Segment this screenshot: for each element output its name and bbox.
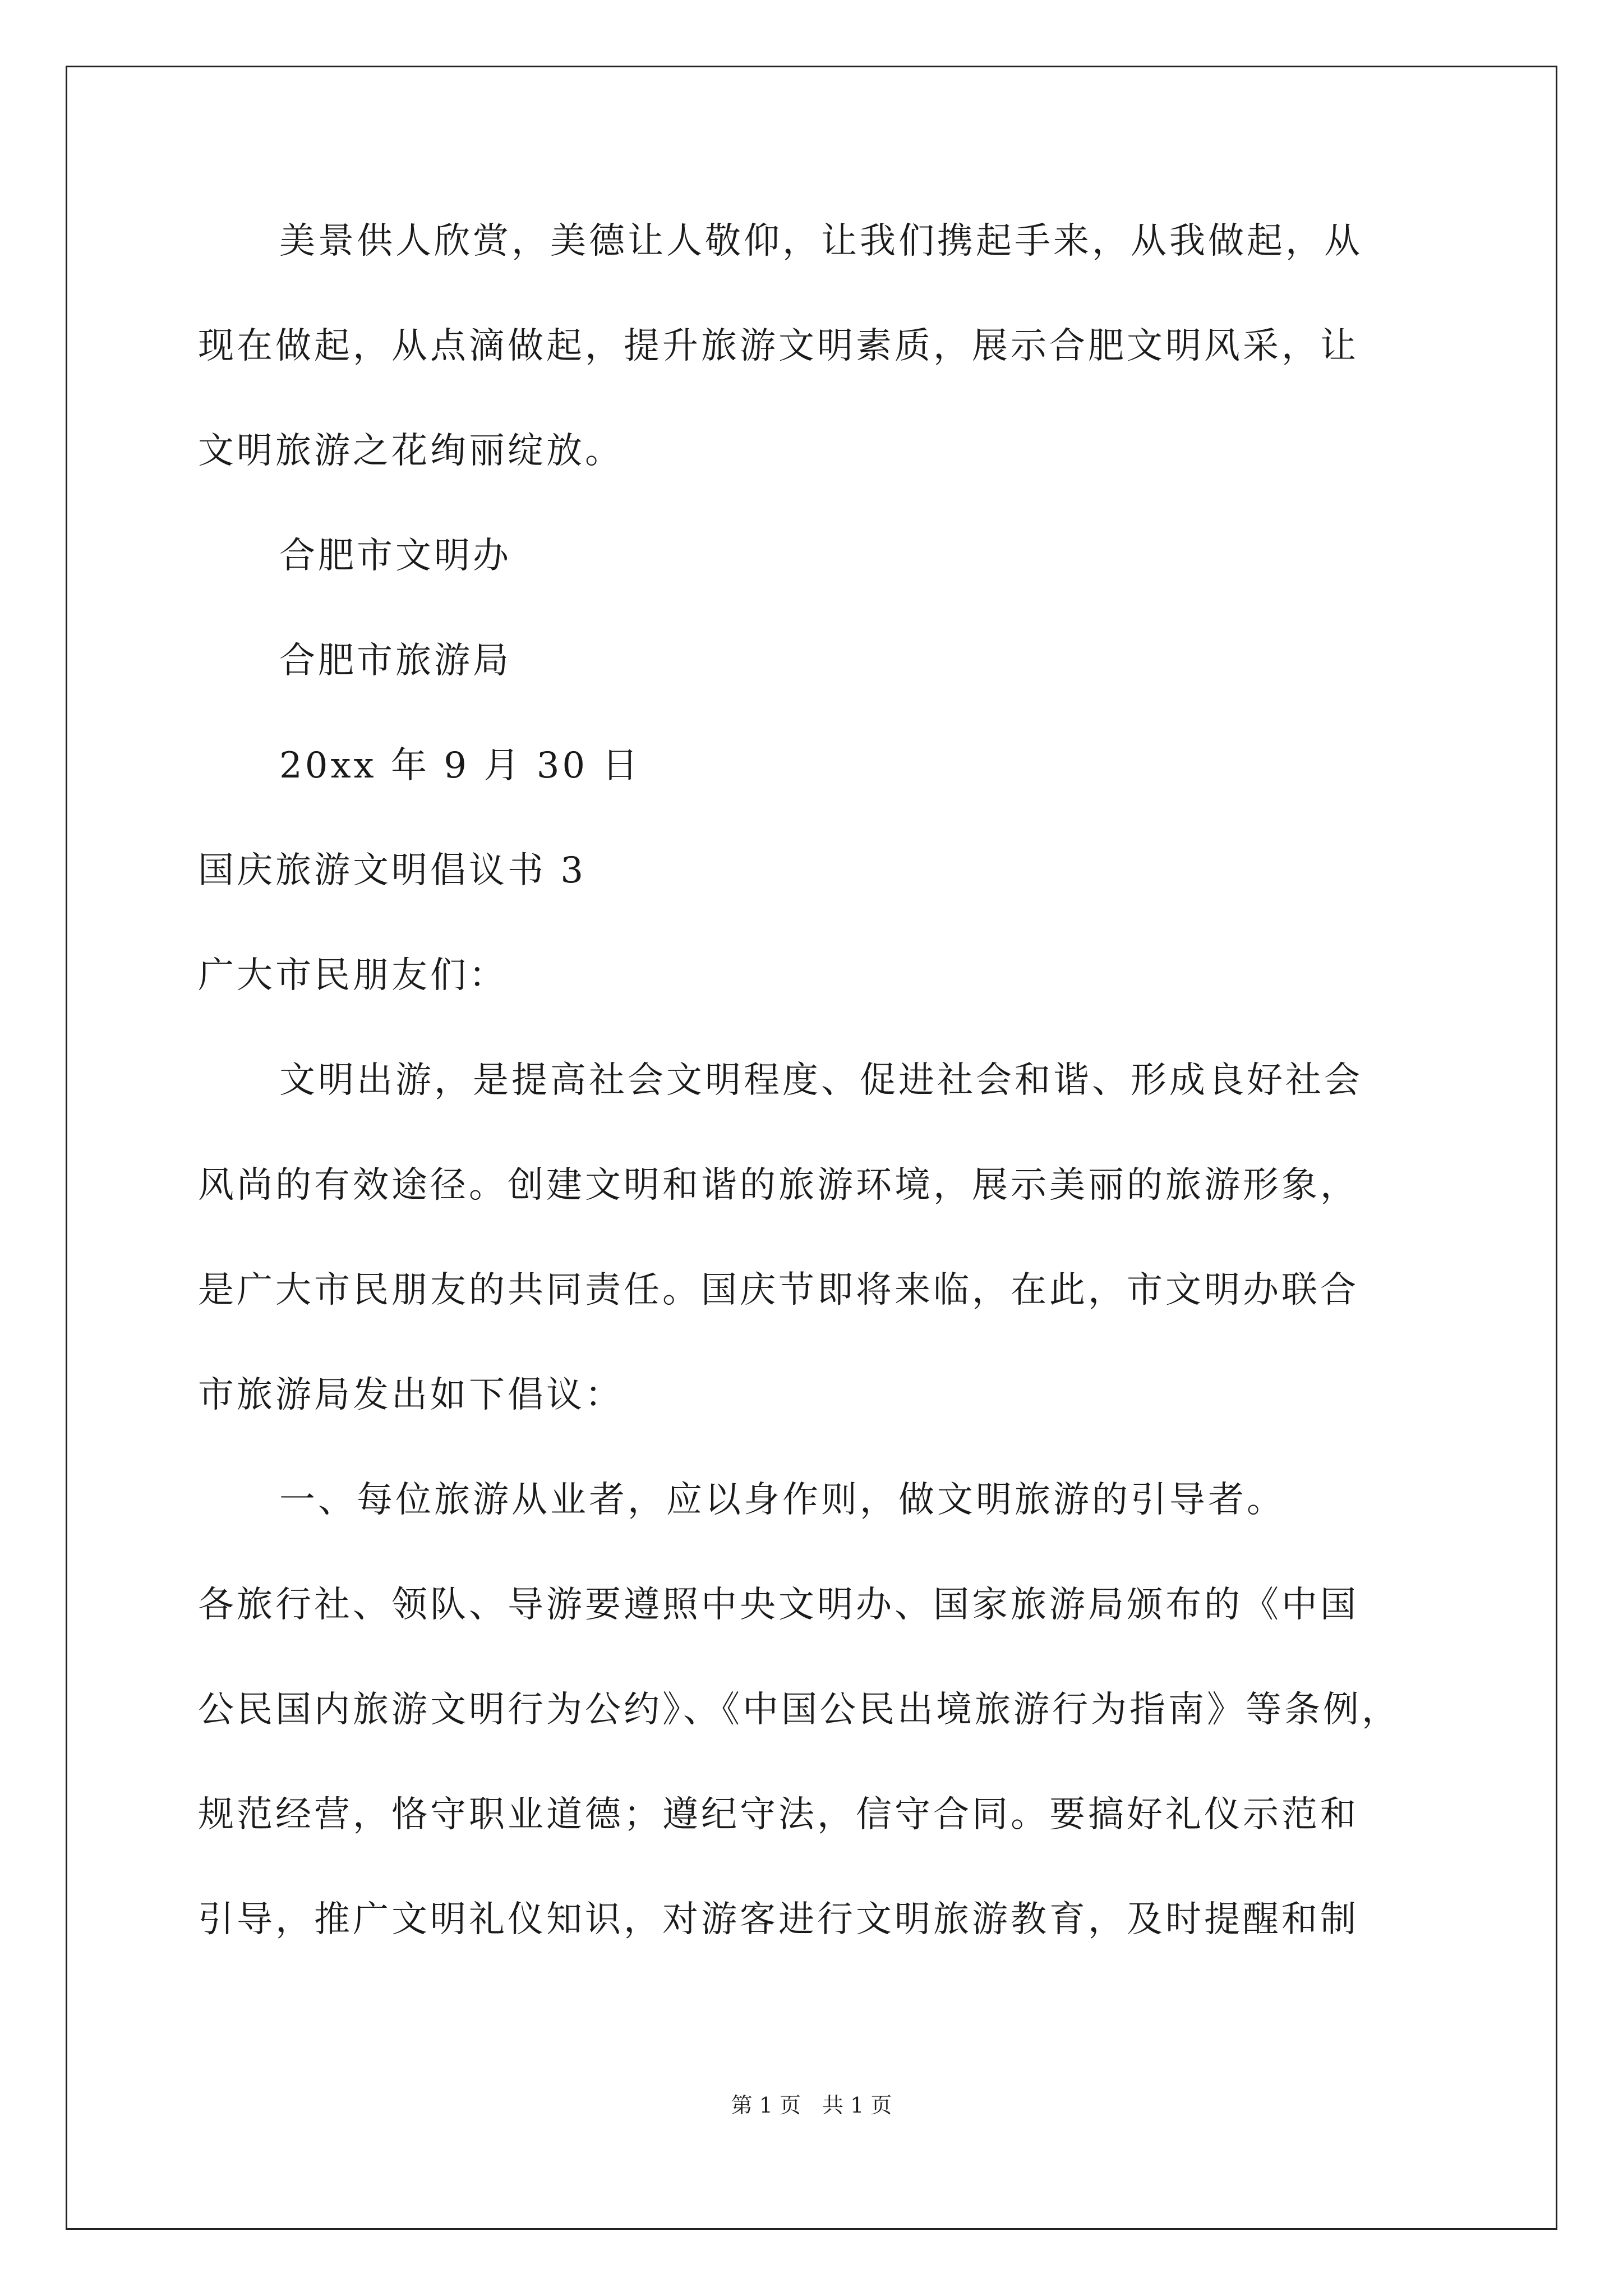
section-title: 国庆旅游文明倡议书 3: [198, 850, 587, 891]
paragraph-line: 各旅行社、领队、导游要遵照中央文明办、国家旅游局颁布的《中国: [198, 1584, 1359, 1626]
signature-date: 20xx 年 9 月 30 日: [279, 745, 641, 786]
salutation: 广大市民朋友们：: [198, 955, 508, 996]
paragraph-line: 风尚的有效途径。创建文明和谐的旅游环境，展示美丽的旅游形象，: [198, 1165, 1359, 1206]
paragraph-line: 市旅游局发出如下倡议：: [198, 1374, 624, 1416]
paragraph-line: 文明旅游之花绚丽绽放。: [198, 430, 624, 472]
paragraph-line: 文明出游，是提高社会文明程度、促进社会和谐、形成良好社会: [279, 1060, 1363, 1101]
signature-org: 合肥市文明办: [279, 535, 511, 577]
signature-org: 合肥市旅游局: [279, 640, 511, 682]
paragraph-line: 是广大市民朋友的共同责任。国庆节即将来临，在此，市文明办联合: [198, 1269, 1359, 1311]
paragraph-line: 引导，推广文明礼仪知识，对游客进行文明旅游教育，及时提醒和制: [198, 1899, 1359, 1940]
page-footer: 第 1 页 共 1 页: [731, 2093, 892, 2118]
paragraph-line: 规范经营，恪守职业道德；遵纪守法，信守合同。要搞好礼仪示范和: [198, 1794, 1359, 1835]
paragraph-line: 美景供人欣赏，美德让人敬仰，让我们携起手来，从我做起，从: [279, 220, 1363, 262]
paragraph-line: 公民国内旅游文明行为公约》、《中国公民出境旅游行为指南》等条例，: [198, 1689, 1400, 1731]
paragraph-line: 一、每位旅游从业者，应以身作则，做文明旅游的引导者。: [279, 1479, 1285, 1521]
paragraph-line: 现在做起，从点滴做起，提升旅游文明素质，展示合肥文明风采，让: [198, 325, 1359, 367]
